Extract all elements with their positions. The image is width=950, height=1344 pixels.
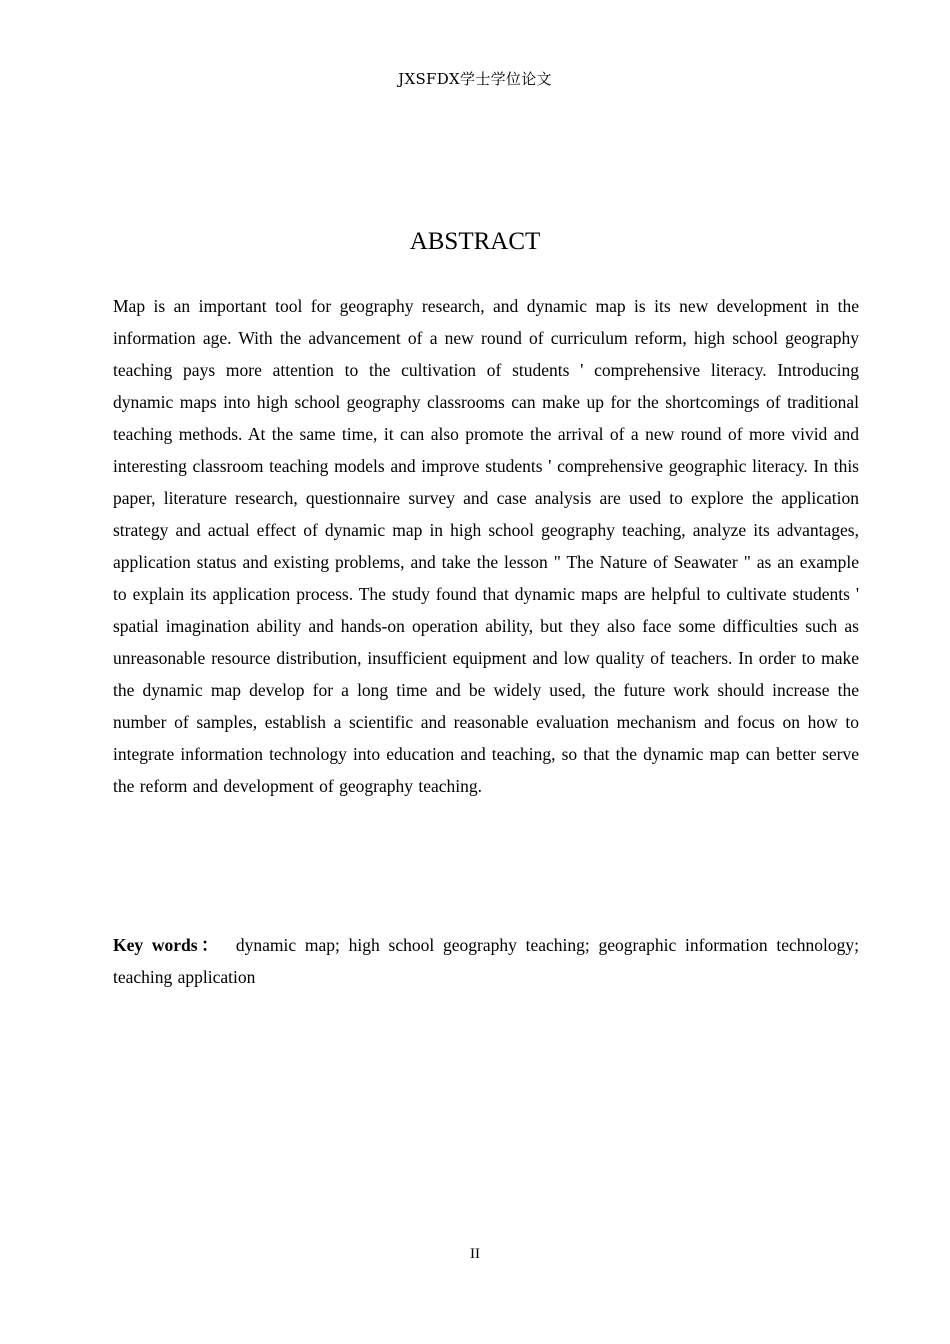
- page-number: II: [470, 1246, 480, 1262]
- abstract-title: ABSTRACT: [409, 228, 541, 255]
- keywords-text: dynamic map; high school geography teaching; geographic information technology; teaching application: [113, 935, 860, 987]
- keywords-label: Key words：: [113, 935, 222, 955]
- keywords-paragraph: [113, 929, 859, 993]
- running-header: JXSFDX学士学位论文: [398, 70, 552, 88]
- abstract-body: Map is an important tool for geography research, and dynamic map is its new development in the information age. With the advancement of a new round of curriculum reform, high school geography teaching pays more attention to the cultivation of students ' comprehensive literacy. Introducing dynamic maps into high school geography classrooms can make up for the shortcomings of traditional teaching methods. At the same time, it can also promote the arrival of a new round of more vivid and interesting classroom teaching models and improve students ' comprehensive geographic literacy. In this paper, literature research, questionnaire survey and case analysis are used to explore the application strategy and actual effect of dynamic map in high school geography teaching, analyze its advantages, application status and existing problems, and take the lesson " The Nature of Seawater " as an example to explain its application process. The study found that dynamic maps are helpful to cultivate students ' spatial imagination ability and hands-on operation ability, but they also face some difficulties such as unreasonable resource distribution, insufficient equipment and low quality of teachers. In order to make the dynamic map develop for a long time and be widely used, the future work should increase the number of samples, establish a scientific and reasonable evaluation mechanism and focus on how to integrate information technology into education and teaching, so that the dynamic map can better serve the reform and development of geography teaching.: [113, 296, 859, 796]
